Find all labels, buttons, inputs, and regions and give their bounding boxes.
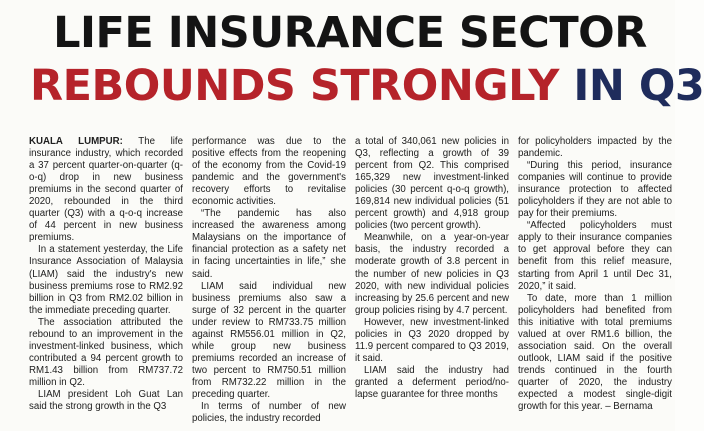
paragraph: The association attributed the rebound to an improvement in the investment-linked business, which contributed a 94 percent growth to RM1.43 billion from RM737.72 million in Q2. [29,316,183,388]
headline-line-1: LIFE INSURANCE SECTOR [53,8,647,58]
article-column-4 [518,136,672,426]
paragraph: LIAM said individual new business premiums also saw a surge of 32 percent in the quarter under review to RM733.75 million against RM556.01 million in Q2, while group new business premiums recorded an increase of two percent to RM750.51 million from RM732.22 million in the preceding quarter. [192,280,346,400]
article-column-3 [355,136,509,426]
article-body [29,136,673,426]
paragraph: performance was due to the positive effects from the reopening of the economy from the Covid-19 pandemic and the government's recovery efforts to revitalise economic activities. [192,136,346,208]
paragraph: In a statement yesterday, the Life Insurance Association of Malaysia (LIAM) said the industry's new business premiums rose to RM2.92 billion in Q3 from RM2.02 billion in the immediate preceding quarter. [29,244,183,316]
article-column-1 [29,136,183,426]
paragraph: “During this period, insurance companies will continue to provide insurance protection to affected policyholders if they are not able to pay for their premiums. [518,160,672,220]
paragraph: a total of 340,061 new policies in Q3, reflecting a growth of 39 percent from Q2. This comprised 165,329 new investment-linked policies (30 percent q-o-q growth), 169,814 new individual policies (51 percent growth) and 4,918 group policies (two percent growth). [355,136,509,232]
paragraph: “Affected policyholders must apply to their insurance companies to get approval before they can benefit from this relief measure, starting from April 1 until Dec 31, 2020,” it said. [518,220,672,292]
headline [30,8,704,111]
paragraph: for policyholders impacted by the pandemic. [518,136,672,160]
paragraph-text: The life insurance industry, which recorded a 37 percent quarter-on-quarter (q-o-q) drop in new business premiums in the second quarter of 2020, rebounded in the third quarter (Q3) with a q-o-q increase of 44 percent in new business premiums. [29,136,183,244]
paragraph [29,136,183,244]
headline-rest: IN Q3 [573,61,704,111]
headline-highlight: REBOUNDS STRONGLY [30,61,559,111]
paragraph: In terms of number of new policies, the industry recorded [192,401,346,425]
paragraph: Meanwhile, on a year-on-year basis, the industry recorded a moderate growth of 3.8 percent in the number of new policies in Q3 2020, with new individual policies increasing by 25.6 percent and new group policies rising by 4.7 percent. [355,232,509,316]
paragraph: LIAM president Loh Guat Lan said the strong growth in the Q3 [29,388,183,413]
dateline: KUALA LUMPUR: [29,136,123,147]
paragraph: “The pandemic has also increased the awareness among Malaysians on the importance of financial protection as a safety net in facing uncertainties in life,” she said. [192,208,346,280]
paragraph: To date, more than 1 million policyholders had benefited from this initiative with total premiums valued at over RM1.6 billion, the association said. On the overall outlook, LIAM said if the positive trends continued in the fourth quarter of 2020, the industry expected a modest single-digit growth for this year. – Bernama [518,292,672,413]
article-column-2 [192,136,346,426]
paragraph: LIAM said the industry had granted a deferment period/no-lapse guarantee for three months [355,364,509,400]
headline-line-2 [30,61,704,111]
paragraph: However, new investment-linked policies in Q3 2020 dropped by 11.9 percent compared to Q3 2019, it said. [355,316,509,364]
